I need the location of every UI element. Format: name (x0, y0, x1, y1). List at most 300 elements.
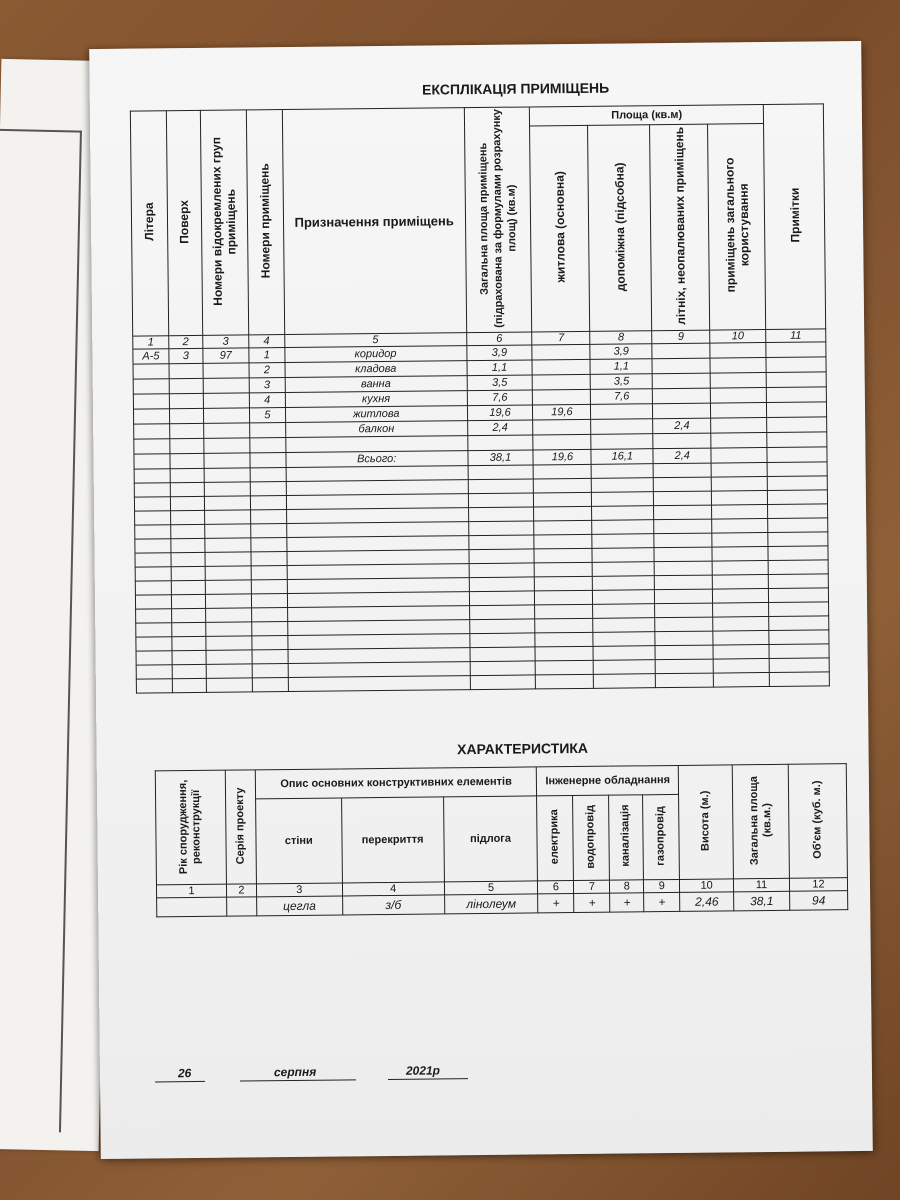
empty-cell (713, 658, 769, 673)
empty-cell (712, 532, 768, 547)
empty-cell (654, 505, 712, 520)
table-cell (533, 434, 591, 450)
col-num: 8 (610, 880, 644, 893)
room-purpose-cell: ванна (285, 376, 467, 393)
empty-cell (654, 547, 712, 562)
char-header-gas: газопровід (643, 794, 680, 879)
empty-cell (468, 549, 534, 564)
empty-cell (252, 636, 288, 650)
empty-cell (534, 534, 592, 549)
col-num: 10 (680, 879, 734, 893)
char-header-floor: підлога (443, 796, 538, 882)
col-num: 6 (538, 881, 574, 894)
empty-cell (655, 659, 713, 674)
table-cell (134, 424, 170, 439)
empty-cell (135, 539, 171, 553)
table-cell: 97 (203, 348, 249, 363)
empty-cell (205, 538, 251, 552)
empty-cell (170, 482, 204, 496)
empty-cell (768, 574, 828, 589)
table-cell (533, 389, 591, 405)
empty-cell (468, 507, 534, 522)
char-value-total-area: 38,1 (734, 891, 790, 911)
empty-cell (713, 644, 769, 659)
header-common: приміщень загального користування (708, 124, 766, 331)
header-poverkh: Поверх (166, 110, 202, 335)
table-cell (203, 363, 249, 378)
empty-cell (172, 622, 206, 636)
empty-cell (592, 548, 654, 563)
empty-cell (206, 622, 252, 636)
empty-cell (171, 510, 205, 524)
empty-cell (206, 636, 252, 650)
empty-cell (593, 660, 655, 675)
empty-cell (252, 678, 288, 692)
empty-cell (252, 664, 288, 678)
empty-cell (768, 588, 828, 603)
empty-cell (711, 462, 767, 477)
col-num: 11 (766, 329, 826, 343)
empty-cell (171, 594, 205, 608)
table-cell (133, 409, 169, 424)
empty-cell (136, 679, 172, 693)
empty-cell (469, 563, 535, 578)
empty-cell (654, 519, 712, 534)
footer-month: серпня (273, 1064, 317, 1080)
empty-cell (470, 661, 536, 676)
table-cell (170, 438, 204, 453)
empty-cell (136, 609, 172, 623)
table-cell (203, 393, 249, 408)
empty-cell (170, 468, 204, 482)
char-value-volume: 94 (790, 891, 848, 911)
table-cell (169, 408, 203, 423)
empty-cell (251, 580, 287, 594)
header-summer: літніх, неопалюваних приміщень (650, 124, 710, 331)
empty-cell (171, 566, 205, 580)
empty-cell (713, 602, 769, 617)
empty-cell (134, 497, 170, 511)
table-cell (203, 378, 249, 393)
table-cell (591, 434, 653, 450)
table-cell (766, 342, 826, 358)
empty-cell (135, 581, 171, 595)
empty-cell (205, 594, 251, 608)
table-cell (169, 378, 203, 393)
char-value-series (227, 897, 257, 916)
empty-cell (468, 479, 534, 494)
empty-cell (712, 490, 768, 505)
table-cell (591, 419, 653, 435)
table-cell (766, 387, 826, 403)
empty-cell (252, 622, 288, 636)
empty-cell (534, 464, 592, 479)
empty-cell (591, 464, 653, 479)
empty-cell (136, 651, 172, 665)
table-cell: 3,5 (591, 374, 653, 390)
empty-cell (712, 546, 768, 561)
empty-cell (534, 520, 592, 535)
char-value-water: + (574, 893, 610, 912)
empty-cell (135, 553, 171, 567)
table-cell: 2,4 (467, 420, 533, 436)
empty-cell (769, 602, 829, 617)
table-cell (532, 359, 590, 375)
col-num: 9 (644, 879, 680, 892)
table-cell: 38,1 (467, 450, 533, 466)
char-header-height: Висота (м.) (678, 765, 733, 880)
table-cell (134, 439, 170, 454)
col-num: 7 (532, 331, 590, 345)
char-value-sewer: + (610, 893, 644, 912)
empty-cell (171, 552, 205, 566)
empty-cell (713, 672, 769, 687)
header-living: житлова (основна) (530, 125, 590, 332)
table-cell: 4 (249, 393, 285, 408)
empty-cell (468, 465, 534, 480)
col-num: 6 (466, 332, 532, 346)
empty-cell (592, 520, 654, 535)
empty-cell (206, 664, 252, 678)
empty-cell (656, 673, 714, 688)
empty-cell (250, 510, 286, 524)
header-area-group: Площа (кв.м) (530, 105, 764, 126)
empty-cell (468, 535, 534, 550)
empty-cell (711, 476, 767, 491)
table-cell (249, 423, 285, 438)
char-value-electric: + (538, 894, 574, 913)
empty-cell (768, 532, 828, 547)
char-header-sewer: каналізація (609, 795, 644, 880)
room-purpose-cell: Всього: (286, 451, 468, 468)
table-cell (711, 417, 767, 433)
table-cell (652, 373, 710, 389)
table-cell: 1,1 (590, 359, 652, 375)
empty-cell (251, 524, 287, 538)
table-cell (710, 373, 766, 389)
char-value-year (157, 897, 227, 917)
table-cell: 3,9 (590, 344, 652, 360)
empty-cell (135, 511, 171, 525)
empty-cell (534, 492, 592, 507)
empty-cell (470, 675, 536, 690)
col-num: 12 (789, 878, 847, 892)
empty-cell (204, 468, 250, 482)
table-cell (767, 432, 827, 448)
empty-cell (251, 594, 287, 608)
empty-cell (136, 665, 172, 679)
char-value-floors-ceil: з/б (342, 895, 444, 915)
empty-cell (593, 576, 655, 591)
empty-cell (769, 616, 829, 631)
empty-cell (535, 576, 593, 591)
empty-cell (136, 623, 172, 637)
table-cell (767, 417, 827, 433)
table-cell (711, 402, 767, 418)
empty-cell (172, 664, 206, 678)
col-num: 4 (249, 335, 285, 348)
col-num: 3 (203, 335, 249, 348)
table-cell (532, 344, 590, 360)
empty-cell (250, 468, 286, 482)
header-total-area: Загальна площа приміщень (підрахована за формулами розрахунку площ) (кв.м) (464, 107, 532, 333)
table-cell: 19,6 (467, 405, 533, 421)
empty-cell (135, 567, 171, 581)
empty-cell (767, 462, 827, 477)
footer-year-line (388, 1078, 468, 1080)
empty-cell (205, 580, 251, 594)
table-cell (204, 453, 250, 468)
empty-cell (172, 608, 206, 622)
table-cell (766, 357, 826, 373)
table-cell (133, 364, 169, 379)
empty-cell (769, 658, 829, 673)
table-cell (710, 358, 766, 374)
empty-cell (469, 591, 535, 606)
empty-cell (204, 482, 250, 496)
char-value-height: 2,46 (680, 892, 734, 912)
table-cell (766, 372, 826, 388)
col-num: 11 (734, 878, 790, 892)
header-notes: Примітки (763, 104, 825, 330)
table-cell (204, 438, 250, 453)
table-cell (467, 435, 533, 451)
table-cell (711, 447, 767, 463)
empty-cell (653, 477, 711, 492)
table-cell (653, 388, 711, 404)
empty-cell (712, 504, 768, 519)
empty-cell (469, 619, 535, 634)
header-groups: Номери відокремлених груп приміщень (200, 110, 248, 335)
empty-cell (470, 647, 536, 662)
empty-cell (252, 650, 288, 664)
empty-cell (768, 546, 828, 561)
empty-cell (713, 630, 769, 645)
table-cell: 2,4 (653, 448, 711, 464)
col-num: 3 (256, 883, 342, 897)
empty-cell (468, 493, 534, 508)
empty-cell (593, 604, 655, 619)
empty-cell (534, 506, 592, 521)
table-cell (652, 343, 710, 359)
empty-cell (655, 575, 713, 590)
table-cell: 3,5 (467, 375, 533, 391)
empty-cell (592, 534, 654, 549)
empty-cell (712, 560, 768, 575)
explication-table (130, 103, 830, 693)
table-cell: 19,6 (533, 404, 591, 420)
empty-cell (251, 566, 287, 580)
empty-cell (534, 478, 592, 493)
empty-cell (469, 633, 535, 648)
room-purpose-cell: кладова (285, 361, 467, 378)
table-cell (133, 379, 169, 394)
empty-cell (534, 548, 592, 563)
empty-cell (535, 590, 593, 605)
char-header-structural: Опис основних конструктивних елементів (255, 767, 537, 799)
table-cell (533, 374, 591, 390)
empty-cell (468, 521, 534, 536)
char-header-volume: Об'єм (куб. м.) (788, 764, 847, 879)
empty-cell (769, 644, 829, 659)
col-num: 1 (156, 884, 226, 898)
empty-cell (536, 674, 594, 689)
char-header-electric: електрика (537, 796, 574, 881)
table-cell (710, 343, 766, 359)
footer-month-line (240, 1079, 356, 1081)
footer-day-line (155, 1081, 205, 1083)
empty-cell (251, 552, 287, 566)
empty-cell (653, 463, 711, 478)
col-num: 10 (710, 330, 766, 344)
header-purpose: Призначення приміщень (282, 108, 466, 335)
empty-cell (655, 645, 713, 660)
empty-cell (592, 492, 654, 507)
empty-cell (136, 637, 172, 651)
empty-cell (204, 510, 250, 524)
col-num: 2 (169, 335, 203, 348)
table-cell: 7,6 (467, 390, 533, 406)
char-header-floors-ceil: перекриття (341, 797, 444, 883)
empty-cell (712, 574, 768, 589)
table-cell (169, 363, 203, 378)
empty-cell (769, 630, 829, 645)
empty-cell (206, 678, 252, 692)
empty-cell (655, 617, 713, 632)
table-cell: 3 (169, 348, 203, 363)
empty-cell (250, 496, 286, 510)
empty-cell (205, 608, 251, 622)
empty-cell (713, 616, 769, 631)
table-cell (653, 433, 711, 449)
col-num: 1 (133, 336, 169, 349)
char-header-series: Серія проекту (225, 770, 256, 884)
col-num: 5 (444, 881, 538, 895)
char-header-water: водопровід (573, 795, 610, 880)
empty-cell (768, 560, 828, 575)
empty-cell (469, 577, 535, 592)
char-value-floor: лінолеум (444, 894, 538, 914)
empty-cell (593, 632, 655, 647)
empty-cell (654, 533, 712, 548)
empty-cell (171, 524, 205, 538)
char-header-year: Рік спорудження, реконструкції (155, 770, 226, 885)
col-num: 4 (342, 882, 444, 896)
left-page-frame (0, 129, 82, 1132)
col-num: 9 (652, 330, 710, 344)
table-cell: 5 (249, 408, 285, 423)
explication-title: ЕКСПЛІКАЦІЯ ПРИМІЩЕНЬ (422, 79, 610, 98)
empty-cell (655, 589, 713, 604)
empty-cell (592, 478, 654, 493)
empty-cell (288, 676, 470, 692)
empty-cell (172, 678, 206, 692)
empty-cell (135, 525, 171, 539)
table-cell (134, 454, 170, 469)
empty-cell (767, 490, 827, 505)
empty-cell (593, 590, 655, 605)
empty-cell (655, 603, 713, 618)
table-cell: 7,6 (591, 389, 653, 405)
table-cell (591, 404, 653, 420)
col-num: 2 (226, 884, 256, 897)
table-cell: 1,1 (467, 360, 533, 376)
empty-cell (769, 672, 829, 687)
table-cell (710, 388, 766, 404)
empty-cell (767, 476, 827, 491)
char-value-gas: + (644, 892, 680, 911)
empty-cell (204, 496, 250, 510)
document-page (89, 41, 873, 1159)
char-header-total-area: Загальна площа (кв.м.) (732, 764, 789, 879)
room-purpose-cell: кухня (285, 391, 467, 408)
empty-cell (251, 608, 287, 622)
empty-cell (206, 650, 252, 664)
empty-cell (135, 595, 171, 609)
table-cell: 19,6 (533, 449, 591, 465)
char-value-walls: цегла (256, 896, 342, 916)
empty-cell (654, 491, 712, 506)
table-cell (767, 402, 827, 418)
table-cell (767, 447, 827, 463)
col-num: 7 (574, 880, 610, 893)
characteristics-table (155, 763, 849, 917)
empty-cell (768, 504, 828, 519)
empty-cell (592, 562, 654, 577)
empty-cell (594, 674, 656, 689)
empty-cell (654, 561, 712, 576)
empty-cell (205, 524, 251, 538)
char-header-walls: стіни (255, 798, 342, 884)
char-header-engineering: Інженерне обладнання (537, 765, 679, 795)
table-cell (204, 423, 250, 438)
header-auxiliary: допоміжна (підсобна) (588, 125, 652, 332)
empty-cell (205, 552, 251, 566)
empty-cell (134, 483, 170, 497)
table-cell (250, 453, 286, 468)
table-cell (133, 394, 169, 409)
col-num: 5 (284, 333, 466, 348)
empty-cell (250, 482, 286, 496)
empty-cell (172, 650, 206, 664)
table-cell: 1 (249, 348, 285, 363)
table-cell: 3 (249, 378, 285, 393)
empty-cell (172, 636, 206, 650)
empty-cell (171, 538, 205, 552)
empty-cell (655, 631, 713, 646)
empty-cell (205, 566, 251, 580)
table-cell: 16,1 (591, 449, 653, 465)
header-rooms: Номери приміщень (246, 110, 284, 335)
table-cell (250, 438, 286, 453)
table-cell (711, 432, 767, 448)
table-cell: 3,9 (466, 345, 532, 361)
room-purpose-cell: житлова (285, 406, 467, 423)
empty-cell (592, 506, 654, 521)
table-cell: 2 (249, 363, 285, 378)
empty-cell (768, 518, 828, 533)
footer-day: 26 (177, 1066, 192, 1081)
table-cell (533, 419, 591, 435)
empty-cell (171, 580, 205, 594)
empty-cell (535, 562, 593, 577)
table-cell: 2,4 (653, 418, 711, 434)
empty-cell (593, 646, 655, 661)
empty-cell (251, 538, 287, 552)
empty-cell (535, 618, 593, 633)
table-cell: А-5 (133, 349, 169, 364)
footer-year: 2021р (405, 1063, 441, 1078)
